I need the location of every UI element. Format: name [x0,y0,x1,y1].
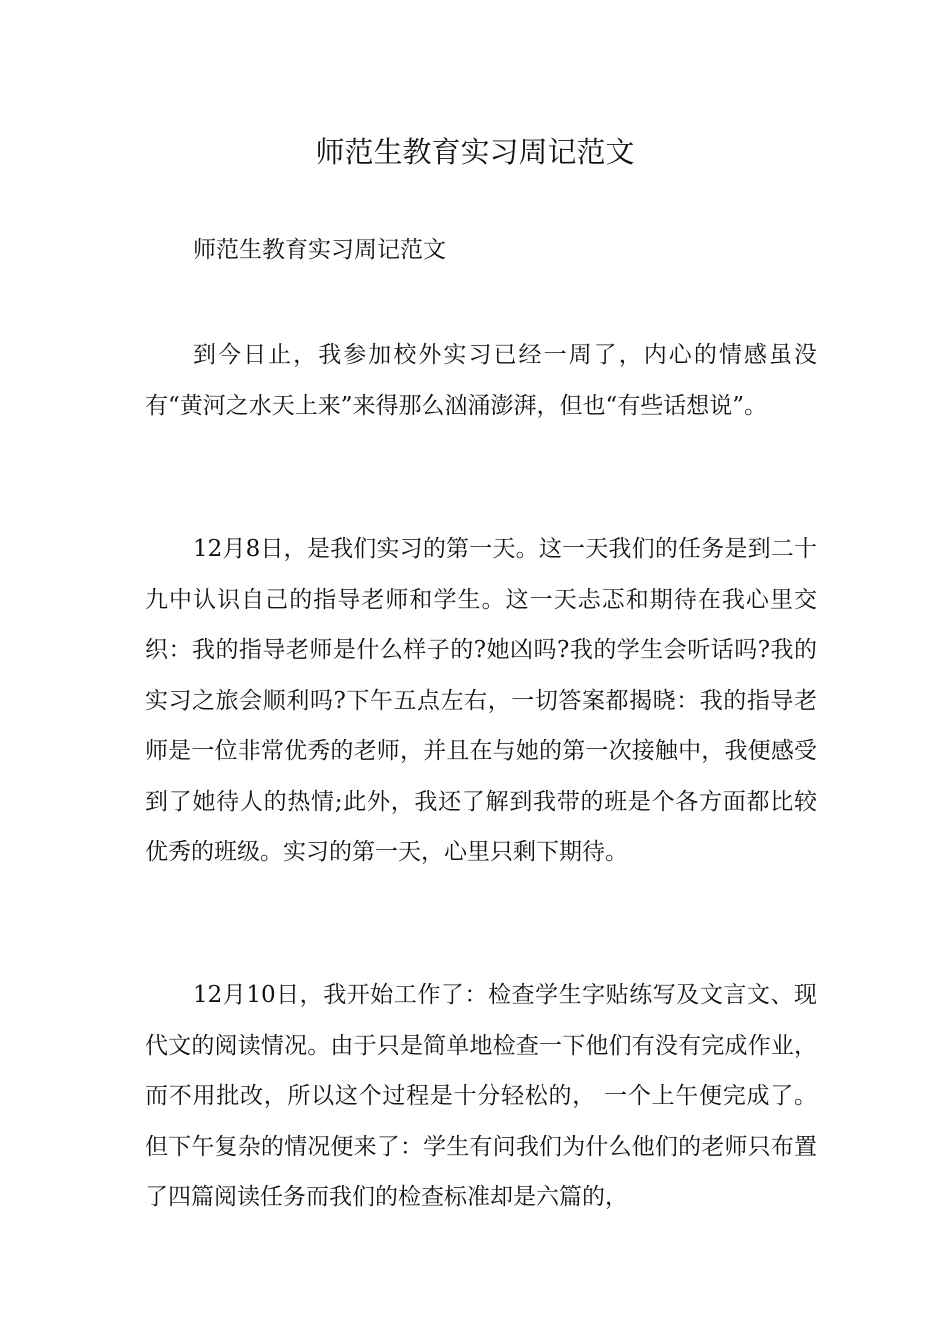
document-subtitle: 师范生教育实习周记范文 [193,237,446,263]
paragraph-2: 12月8日，是我们实习的第一天。这一天我们的任务是到二十九中认识自己的指导老师和学生。这一天忐忑和期待在我心里交织：我的指导老师是什么样子的?她凶吗?我的学生会听话吗?我的实习之旅会顺利吗?下午五点左右，一切答案都揭晓：我的指导老师是一位非常优秀的老师，并且在与她的第一次接触中，我便感受到了她待人的热情;此外，我还了解到我带的班是个各方面都比较优秀的班级。实习的第一天，心里只剩下期待。 [145,536,817,865]
document-title: 师范生教育实习周记范文 [315,135,635,169]
paragraph-1: 到今日止，我参加校外实习已经一周了，内心的情感虽没有“黄河之水天上来”来得那么汹涌澎湃，但也“有些话想说”。 [145,342,817,419]
paragraph-3: 12月10日，我开始工作了：检查学生字贴练写及文言文、现代文的阅读情况。由于只是简单地检查一下他们有没有完成作业，而不用批改，所以这个过程是十分轻松的， 一个上午便完成了。但下午复杂的情况便来了：学生有问我们为什么他们的老师只布置了四篇阅读任务而我们的检查标准却是六篇的， [145,982,817,1210]
